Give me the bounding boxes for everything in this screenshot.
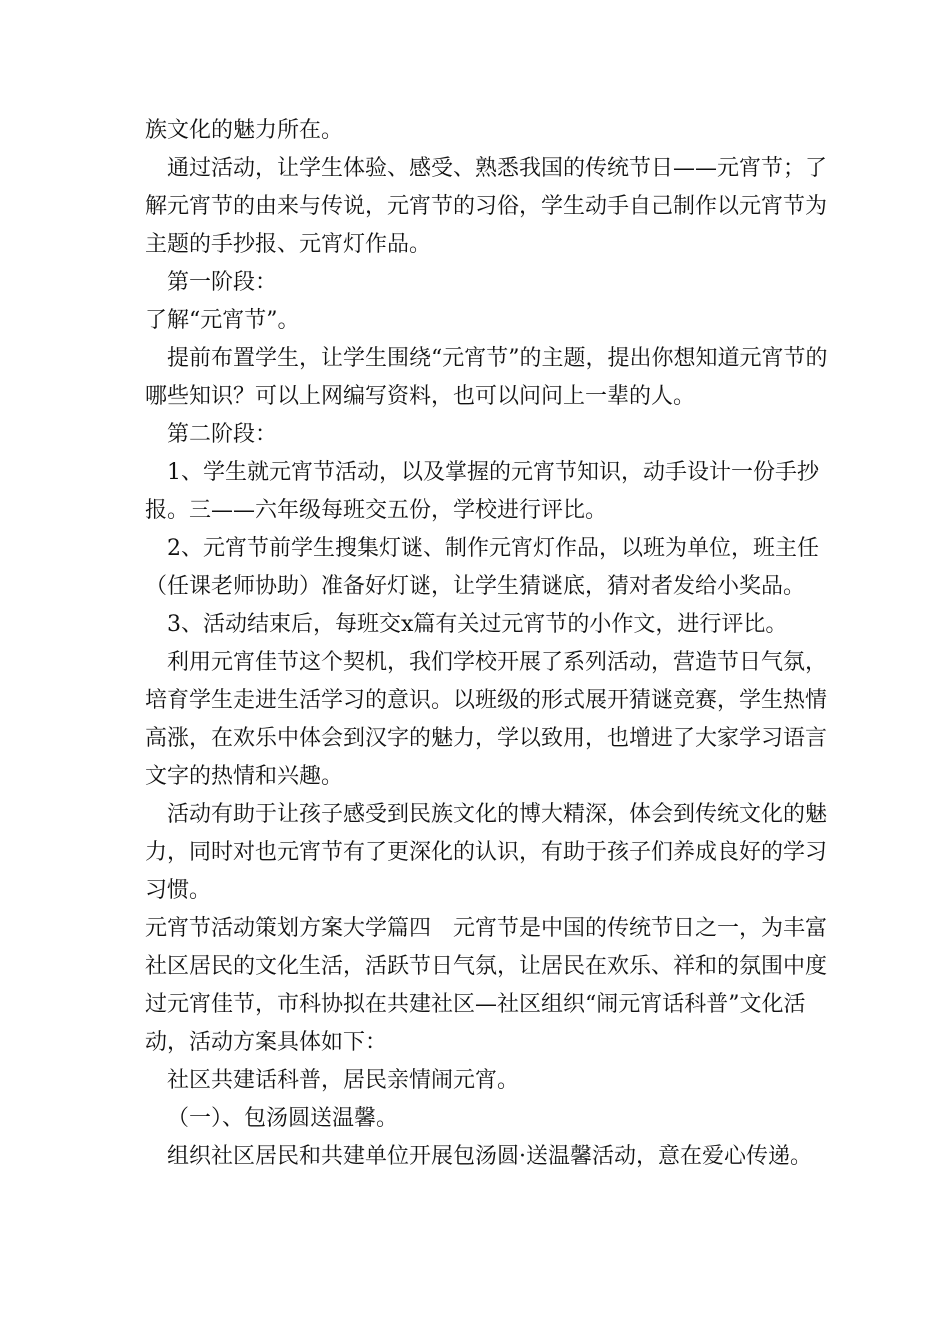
paragraph: 活动有助于让孩子感受到民族文化的博大精深，体会到传统文化的魅力，同时对也元宵节有了更深化的认识，有助于孩子们养成良好的学习习惯。 — [145, 802, 828, 903]
paragraph: 组织社区居民和共建单位开展包汤圆·送温馨活动，意在爱心传递。 — [167, 1144, 812, 1169]
paragraph: 通过活动，让学生体验、感受、熟悉我国的传统节日——元宵节；了解元宵节的由来与传说，元宵节的习俗，学生动手自己制作以元宵节为主题的手抄报、元宵灯作品。 — [145, 156, 828, 257]
paragraph: 元宵节活动策划方案大学篇四 元宵节是中国的传统节日之一，为丰富社区居民的文化生活，活跃节日气氛，让居民在欢乐、祥和的氛围中度过元宵佳节，市科协拟在共建社区—社区组织“闹元宵话科普”文化活动，活动方案具体如下： — [145, 916, 828, 1055]
list-item: 3、活动结束后，每班交x篇有关过元宵节的小作文，进行评比。 — [167, 612, 788, 637]
section-heading: 第一阶段： — [167, 270, 278, 295]
paragraph: 族文化的魅力所在。 — [145, 118, 344, 143]
paragraph: 社区共建话科普，居民亲情闹元宵。 — [167, 1068, 520, 1093]
paragraph: 了解“元宵节”。 — [145, 308, 300, 333]
subsection-heading: （一）、包汤圆送温馨。 — [167, 1106, 399, 1131]
document-body — [145, 112, 835, 1176]
section-heading: 第二阶段： — [167, 422, 278, 447]
list-item: 2、元宵节前学生搜集灯谜、制作元宵灯作品，以班为单位，班主任（任课老师协助）准备好灯谜，让学生猜谜底，猜对者发给小奖品。 — [145, 536, 819, 599]
paragraph: 提前布置学生，让学生围绕“元宵节”的主题，提出你想知道元宵节的哪些知识？可以上网编写资料，也可以问问上一辈的人。 — [145, 346, 828, 409]
paragraph: 利用元宵佳节这个契机，我们学校开展了系列活动，营造节日气氛，培育学生走进生活学习的意识。以班级的形式展开猜谜竞赛，学生热情高涨，在欢乐中体会到汉字的魅力，学以致用，也增进了大家学习语言文字的热情和兴趣。 — [145, 650, 828, 789]
list-item: 1、学生就元宵节活动，以及掌握的元宵节知识，动手设计一份手抄报。三——六年级每班交五份，学校进行评比。 — [145, 460, 819, 523]
